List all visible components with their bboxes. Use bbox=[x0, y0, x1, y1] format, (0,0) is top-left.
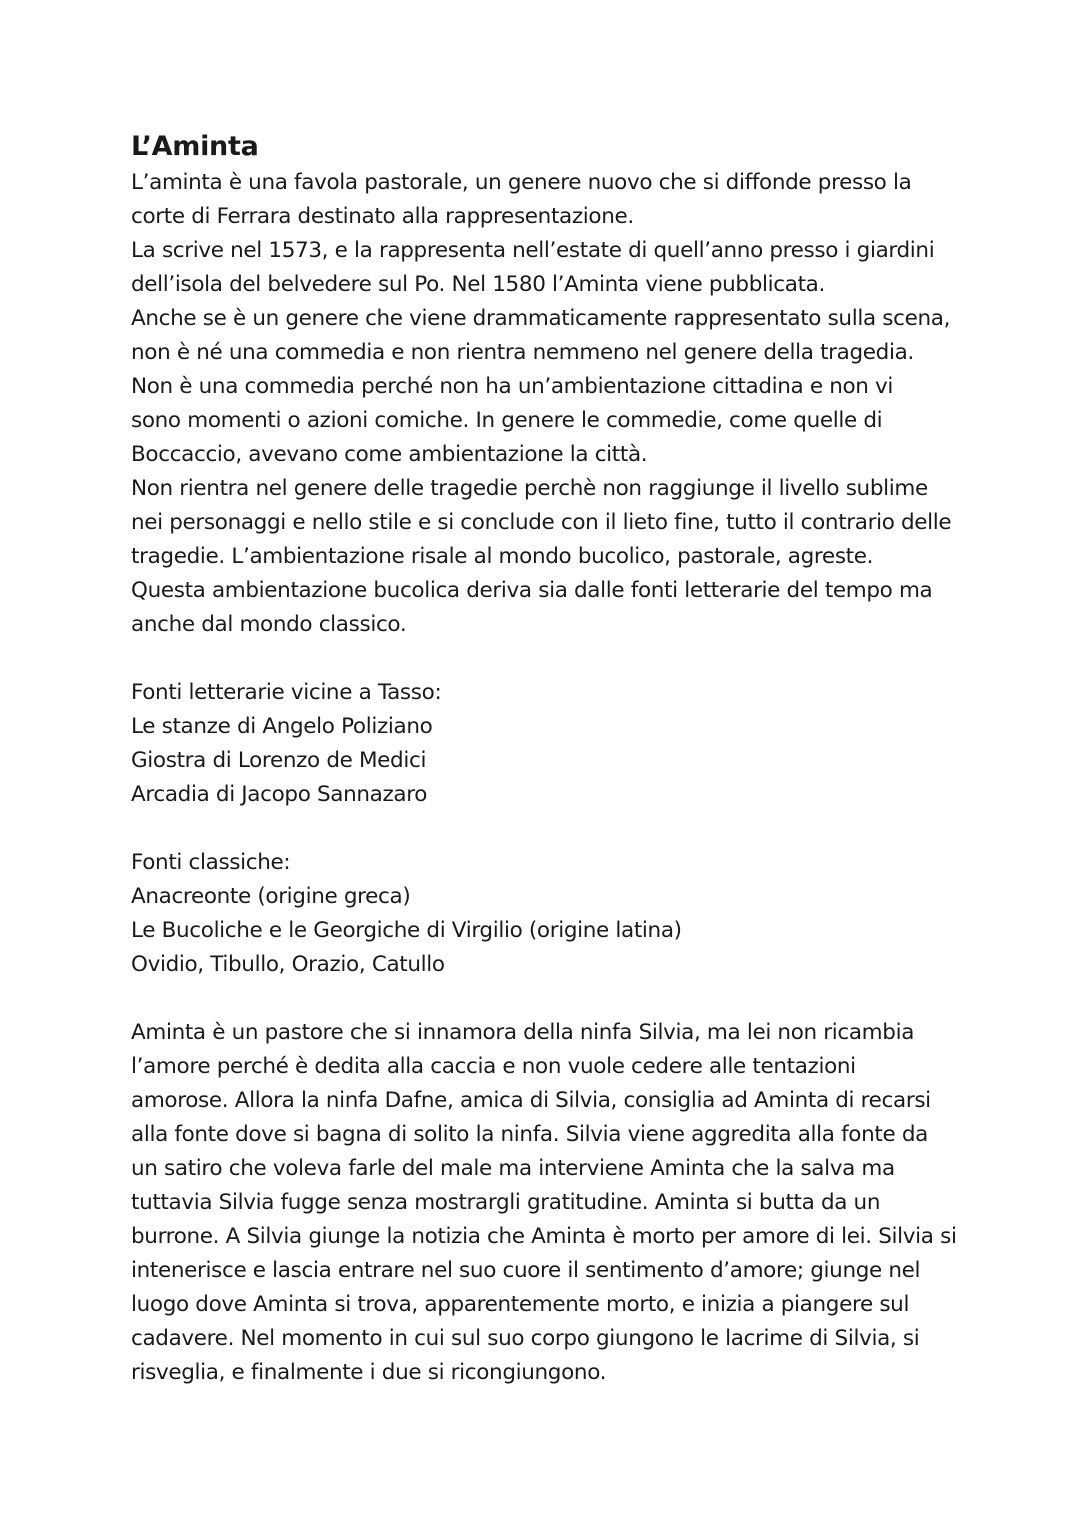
list-item: Le stanze di Angelo Poliziano bbox=[131, 714, 433, 739]
text-line: Non è una commedia perché non ha un’ambientazione cittadina e non vi bbox=[131, 374, 894, 399]
paragraph-spacer bbox=[131, 982, 961, 1016]
list-item: Anacreonte (origine greca) bbox=[131, 884, 411, 909]
text-line: nei personaggi e nello stile e si conclude con il lieto fine, tutto il contrario delle bbox=[131, 510, 952, 535]
text-line: burrone. A Silvia giunge la notizia che Aminta è morto per amore di lei. Silvia si bbox=[131, 1224, 957, 1249]
text-line: luogo dove Aminta si trova, apparentemente morto, e inizia a piangere sul bbox=[131, 1292, 910, 1317]
text-line: Non rientra nel genere delle tragedie perchè non raggiunge il livello sublime bbox=[131, 476, 928, 501]
list-item: Giostra di Lorenzo de Medici bbox=[131, 748, 427, 773]
text-line: l’amore perché è dedita alla caccia e non vuole cedere alle tentazioni bbox=[131, 1054, 856, 1079]
text-line: amorose. Allora la ninfa Dafne, amica di Silvia, consiglia ad Aminta di recarsi bbox=[131, 1088, 931, 1113]
list-heading: Fonti letterarie vicine a Tasso: bbox=[131, 680, 442, 705]
document-page bbox=[131, 128, 961, 1390]
text-line: cadavere. Nel momento in cui sul suo corpo giungono le lacrime di Silvia, si bbox=[131, 1326, 920, 1351]
text-line: non è né una commedia e non rientra nemmeno nel genere della tragedia. bbox=[131, 340, 914, 365]
text-line: tragedie. L’ambientazione risale al mondo bucolico, pastorale, agreste. bbox=[131, 544, 874, 569]
document-title: L’Aminta bbox=[131, 131, 259, 162]
text-line: Aminta è un pastore che si innamora della ninfa Silvia, ma lei non ricambia bbox=[131, 1020, 915, 1045]
text-line: corte di Ferrara destinato alla rappresentazione. bbox=[131, 204, 634, 229]
trama-paragraph bbox=[131, 1016, 961, 1390]
text-line: tuttavia Silvia fugge senza mostrargli gratitudine. Aminta si butta da un bbox=[131, 1190, 881, 1215]
text-line: risveglia, e finalmente i due si ricongiungono. bbox=[131, 1360, 607, 1385]
paragraph-spacer bbox=[131, 812, 961, 846]
text-line: Boccaccio, avevano come ambientazione la città. bbox=[131, 442, 648, 467]
fonti-classiche-list bbox=[131, 846, 961, 982]
list-item: Ovidio, Tibullo, Orazio, Catullo bbox=[131, 952, 445, 977]
text-line: anche dal mondo classico. bbox=[131, 612, 407, 637]
text-line: L’aminta è una favola pastorale, un genere nuovo che si diffonde presso la bbox=[131, 170, 912, 195]
text-line: Questa ambientazione bucolica deriva sia dalle fonti letterarie del tempo ma bbox=[131, 578, 933, 603]
list-heading: Fonti classiche: bbox=[131, 850, 291, 875]
text-line: sono momenti o azioni comiche. In genere le commedie, come quelle di bbox=[131, 408, 883, 433]
text-line: un satiro che voleva farle del male ma interviene Aminta che la salva ma bbox=[131, 1156, 895, 1181]
text-line: La scrive nel 1573, e la rappresenta nell’estate di quell’anno presso i giardini bbox=[131, 238, 935, 263]
paragraph-spacer bbox=[131, 642, 961, 676]
list-item: Le Bucoliche e le Georgiche di Virgilio (origine latina) bbox=[131, 918, 682, 943]
text-line: Anche se è un genere che viene drammaticamente rappresentato sulla scena, bbox=[131, 306, 951, 331]
text-line: dell’isola del belvedere sul Po. Nel 1580 l’Aminta viene pubblicata. bbox=[131, 272, 825, 297]
text-line: alla fonte dove si bagna di solito la ninfa. Silvia viene aggredita alla fonte da bbox=[131, 1122, 928, 1147]
intro-paragraph bbox=[131, 166, 961, 642]
list-item: Arcadia di Jacopo Sannazaro bbox=[131, 782, 428, 807]
fonti-letterarie-list bbox=[131, 676, 961, 812]
text-line: intenerisce e lascia entrare nel suo cuore il sentimento d’amore; giunge nel bbox=[131, 1258, 921, 1283]
